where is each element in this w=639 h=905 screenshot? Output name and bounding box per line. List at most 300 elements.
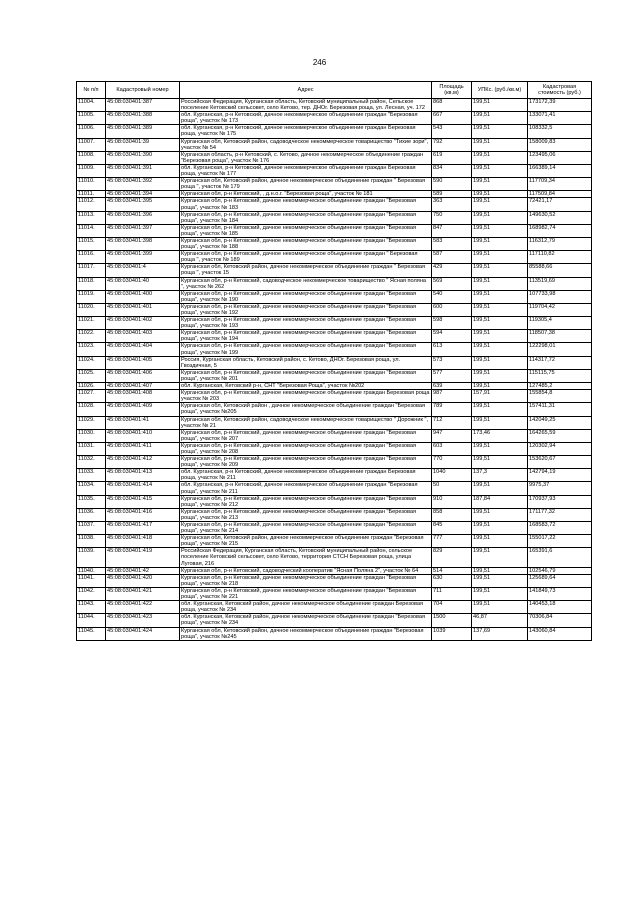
table-row	[77, 601, 592, 614]
cadastral-number: 45:08:030401:417	[106, 522, 180, 535]
upks: 199,51	[472, 369, 528, 382]
cadastral-cost: 119704,42	[528, 303, 592, 316]
address: Курганская обл, Кетовский район, дачное некоммерческое объединение граждан "Березовая роща", участок №245	[180, 627, 432, 640]
area: 712	[432, 416, 472, 429]
address: обл. Курганская, р-н Кетовский, дачное некоммерческое объединение граждан Березовая роща, участок № 177	[180, 164, 432, 177]
address: обл. Курганская, р-н Кетовский, дачное некоммерческое объединение граждан "Березовая роща", участок № 211	[180, 482, 432, 495]
cadastral-number: 45:08:030401:394	[106, 191, 180, 198]
address: Курганская обл, р-н Кетовский, дачное некоммерческое объединение граждан "Березовая роща", участок № 199	[180, 343, 432, 356]
cadastral-cost: 173172,39	[528, 99, 592, 112]
address: Курганская обл, Кетовский район, дачное некоммерческое объединение граждан " Березовая роща ", участок № 179	[180, 178, 432, 191]
row-number: 11023.	[77, 343, 106, 356]
upks: 199,51	[472, 211, 528, 224]
row-number: 11038.	[77, 535, 106, 548]
table-row	[77, 343, 592, 356]
address: Курганская обл, Кетовский район, дачное некоммерческое объединение граждан " Березовая роща ", участок 15	[180, 264, 432, 277]
row-number: 11012.	[77, 198, 106, 211]
cadastral-number: 45:08:030401:396	[106, 211, 180, 224]
area: 590	[432, 178, 472, 191]
cadastral-number: 45:08:030401:391	[106, 164, 180, 177]
upks: 199,51	[472, 290, 528, 303]
row-number: 11032.	[77, 456, 106, 469]
area: 50	[432, 482, 472, 495]
row-number: 11026.	[77, 383, 106, 390]
row-number: 11005.	[77, 112, 106, 125]
address: Российская Федерация, Курганская область, Кетовский муниципальный район, Сельское поселение Кетовский сельсовет, село Кетово, тер. ДНОг. Березовая роща, ул. Лесная, уч. 172	[180, 99, 432, 112]
cadastral-number: 45:08:030401:415	[106, 495, 180, 508]
area: 619	[432, 151, 472, 164]
address: обл. Курганская, Кетовский район, дачное некоммерческое объединение граждан "Березовая роща", участок № 234	[180, 614, 432, 627]
cadastral-number: 45:08:030401:388	[106, 112, 180, 125]
upks: 199,51	[472, 574, 528, 587]
address: Курганская обл, р-н Кетовский, дачное некоммерческое объединение граждан "Березовая роща", участок № 221	[180, 587, 432, 600]
address: Курганская обл, р-н Кетовский, дачное некоммерческое объединение граждан "Березовая роща", участок № 185	[180, 224, 432, 237]
row-number: 11010.	[77, 178, 106, 191]
upks: 187,84	[472, 495, 528, 508]
upks: 137,69	[472, 627, 528, 640]
table-row	[77, 164, 592, 177]
area: 569	[432, 277, 472, 290]
cadastral-number: 45:08:030401:420	[106, 574, 180, 587]
upks: 199,51	[472, 191, 528, 198]
cadastral-cost: 108332,5	[528, 125, 592, 138]
table-row	[77, 151, 592, 164]
cadastral-cost: 142794,19	[528, 469, 592, 482]
row-number: 11004.	[77, 99, 106, 112]
address: обл. Курганская, Кетовский р-н, СНТ "Березовая Роща", участок №202	[180, 383, 432, 390]
upks: 199,51	[472, 383, 528, 390]
cadastral-cost: 122298,01	[528, 343, 592, 356]
table-row	[77, 330, 592, 343]
row-number: 11018.	[77, 277, 106, 290]
area: 1039	[432, 627, 472, 640]
area: 589	[432, 191, 472, 198]
area: 429	[432, 264, 472, 277]
area: 573	[432, 356, 472, 369]
table-row	[77, 178, 592, 191]
cadastral-cost: 133071,41	[528, 112, 592, 125]
table-header-row	[77, 82, 592, 99]
area: 750	[432, 211, 472, 224]
cadastral-number: 45:08:030401:419	[106, 548, 180, 567]
row-number: 11035.	[77, 495, 106, 508]
row-number: 11042.	[77, 587, 106, 600]
row-number: 11016.	[77, 251, 106, 264]
cadastral-number: 45:08:030401:404	[106, 343, 180, 356]
upks: 199,51	[472, 317, 528, 330]
cadastral-cost: 153620,67	[528, 456, 592, 469]
cadastral-cost: 117709,34	[528, 178, 592, 191]
table-row	[77, 290, 592, 303]
cadastral-number: 45:08:030401:4	[106, 264, 180, 277]
upks: 199,51	[472, 601, 528, 614]
address: Курганская обл, р-н Кетовский, дачное некоммерческое объединение граждан "Березовая роща", участок № 207	[180, 429, 432, 442]
upks: 199,51	[472, 416, 528, 429]
table-row	[77, 442, 592, 455]
cadastral-cost: 118507,38	[528, 330, 592, 343]
cadastral-cost: 85588,66	[528, 264, 592, 277]
area: 514	[432, 567, 472, 574]
row-number: 11022.	[77, 330, 106, 343]
table-row	[77, 191, 592, 198]
header-address: Адрес	[180, 82, 432, 99]
cadastral-number: 45:08:030401:401	[106, 303, 180, 316]
cadastral-number: 45:08:030401:399	[106, 251, 180, 264]
area: 770	[432, 456, 472, 469]
row-number: 11019.	[77, 290, 106, 303]
area: 987	[432, 390, 472, 403]
area: 847	[432, 224, 472, 237]
address: Курганская обл, р-н Кетовский, дачное некоммерческое объединение граждан "Березовая роща", участок № 194	[180, 330, 432, 343]
upks: 157,91	[472, 390, 528, 403]
upks: 199,51	[472, 224, 528, 237]
row-number: 11020.	[77, 303, 106, 316]
header-area: Площадь (кв.м)	[432, 82, 472, 99]
area: 613	[432, 343, 472, 356]
cadastral-number: 45:08:030401:390	[106, 151, 180, 164]
table-row	[77, 356, 592, 369]
row-number: 11039.	[77, 548, 106, 567]
area: 792	[432, 138, 472, 151]
address: Курганская обл, р-н Кетовский, дачное некоммерческое объединение граждан "Березовая роща", участок № 184	[180, 211, 432, 224]
address: Курганская обл, р-н Кетовский, дачное некоммерческое объединение граждан "Березовая роща", участок № 212	[180, 495, 432, 508]
table-row	[77, 429, 592, 442]
header-cadastral-cost: Кадастровая стоимость (руб.)	[528, 82, 592, 99]
upks: 199,51	[472, 482, 528, 495]
row-number: 11011.	[77, 191, 106, 198]
cadastral-number: 45:08:030401:412	[106, 456, 180, 469]
area: 1040	[432, 469, 472, 482]
table-row	[77, 627, 592, 640]
address: Курганская обл, р-н Кетовский, дачное некоммерческое объединение граждан "Березовая роща", участок № 190	[180, 290, 432, 303]
cadastral-number: 45:08:030401:40	[106, 277, 180, 290]
table-row	[77, 508, 592, 521]
cadastral-cost: 120302,94	[528, 442, 592, 455]
upks: 199,51	[472, 548, 528, 567]
table-row	[77, 495, 592, 508]
row-number: 11021.	[77, 317, 106, 330]
table-row	[77, 264, 592, 277]
cadastral-cost: 155017,22	[528, 535, 592, 548]
address: Курганская обл, р-н Кетовский, дачное некоммерческое объединение граждан "Березовая роща", участок № 208	[180, 442, 432, 455]
cadastral-number: 45:08:030401:403	[106, 330, 180, 343]
table-row	[77, 251, 592, 264]
table-row	[77, 277, 592, 290]
upks: 199,51	[472, 151, 528, 164]
upks: 199,51	[472, 178, 528, 191]
table-row	[77, 456, 592, 469]
table-row	[77, 303, 592, 316]
row-number: 11033.	[77, 469, 106, 482]
cadastral-cost: 170937,93	[528, 495, 592, 508]
row-number: 11007.	[77, 138, 106, 151]
table-row	[77, 522, 592, 535]
address: Курганская обл, р-н Кетовский, дачное некоммерческое объединение граждан " Березовая роща ", участок № 189	[180, 251, 432, 264]
row-number: 11043.	[77, 601, 106, 614]
cadastral-number: 45:08:030401:414	[106, 482, 180, 495]
table-row	[77, 138, 592, 151]
area: 868	[432, 99, 472, 112]
row-number: 11008.	[77, 151, 106, 164]
area: 711	[432, 587, 472, 600]
area: 639	[432, 383, 472, 390]
address: Курганская обл, Кетовский район, садоводческое некоммерческое товарищество " Дорожник ", участок № 21	[180, 416, 432, 429]
header-num: № п/п	[77, 82, 106, 99]
address: Курганская обл, Кетовский район, садоводческое некоммерческое товарищество "Тихие зори", участок № 54	[180, 138, 432, 151]
cadastral-number: 45:08:030401:400	[106, 290, 180, 303]
row-number: 11014.	[77, 224, 106, 237]
upks: 199,51	[472, 303, 528, 316]
cadastral-number: 45:08:030401:418	[106, 535, 180, 548]
address: Курганская обл, р-н Кетовский, дачное некоммерческое объединение граждан "Березовая роща", участок № 183	[180, 198, 432, 211]
row-number: 11036.	[77, 508, 106, 521]
area: 363	[432, 198, 472, 211]
cadastral-number: 45:08:030401:41	[106, 416, 180, 429]
area: 630	[432, 574, 472, 587]
area: 587	[432, 251, 472, 264]
cadastral-number: 45:08:030401:39	[106, 138, 180, 151]
address: Курганская обл, р-н Кетовский, дачное некоммерческое объединение граждан "Березовая роща", участок № 213	[180, 508, 432, 521]
upks: 199,51	[472, 138, 528, 151]
table-row	[77, 198, 592, 211]
table-row	[77, 403, 592, 416]
cadastral-number: 45:08:030401:408	[106, 390, 180, 403]
area: 594	[432, 330, 472, 343]
cadastral-cost: 164265,59	[528, 429, 592, 442]
upks: 199,51	[472, 567, 528, 574]
cadastral-number: 45:08:030401:395	[106, 198, 180, 211]
cadastral-cost: 117509,84	[528, 191, 592, 198]
upks: 137,3	[472, 469, 528, 482]
address: Курганская обл, р-н Кетовский, садоводческое некоммерческое товарищество " Ясная поляна ", участок № 262	[180, 277, 432, 290]
table-row	[77, 535, 592, 548]
cadastral-number: 45:08:030401:416	[106, 508, 180, 521]
upks: 199,51	[472, 508, 528, 521]
row-number: 11029.	[77, 416, 106, 429]
table-row	[77, 482, 592, 495]
cadastral-cost: 168982,74	[528, 224, 592, 237]
page-number: 246	[312, 58, 327, 67]
area: 543	[432, 125, 472, 138]
cadastral-number: 45:08:030401:422	[106, 601, 180, 614]
table-row	[77, 211, 592, 224]
area: 704	[432, 601, 472, 614]
area: 603	[432, 442, 472, 455]
cadastral-number: 45:08:030401:405	[106, 356, 180, 369]
cadastral-number: 45:08:030401:397	[106, 224, 180, 237]
cadastral-number: 45:08:030401:413	[106, 469, 180, 482]
table-row	[77, 469, 592, 482]
cadastral-cost: 158009,83	[528, 138, 592, 151]
cadastral-cost: 113519,69	[528, 277, 592, 290]
cadastral-number: 45:08:030401:411	[106, 442, 180, 455]
row-number: 11041.	[77, 574, 106, 587]
address: Российская Федерация, Курганская область, Кетовский муниципальный район, сельское поселение Кетовский сельсовет, село Кетово, территория СТСН Березовая роща, улица Луговая, 216	[180, 548, 432, 567]
cadastral-number: 45:08:030401:409	[106, 403, 180, 416]
area: 598	[432, 317, 472, 330]
table-row	[77, 390, 592, 403]
cadastral-cost: 117110,82	[528, 251, 592, 264]
row-number: 11031.	[77, 442, 106, 455]
cadastral-cost: 127485,2	[528, 383, 592, 390]
table-row	[77, 587, 592, 600]
address: обл. Курганская, р-н Кетовский, дачное некоммерческое объединение граждан Березовая роща, участок № 175	[180, 125, 432, 138]
upks: 199,51	[472, 164, 528, 177]
area: 789	[432, 403, 472, 416]
area: 577	[432, 369, 472, 382]
cadastral-cost: 123495,06	[528, 151, 592, 164]
row-number: 11037.	[77, 522, 106, 535]
cadastral-number: 45:08:030401:387	[106, 99, 180, 112]
row-number: 11015.	[77, 237, 106, 250]
table-row	[77, 112, 592, 125]
address: обл. Курганская, Кетовский район, дачное некоммерческое объединение граждан Березовая роща, участок № 234	[180, 601, 432, 614]
area: 829	[432, 548, 472, 567]
address: Курганская обл, р-н Кетовский, дачное некоммерческое объединение граждан "Березовая роща", участок № 214	[180, 522, 432, 535]
address: Курганская обл, р-н Кетовский, дачное некоммерческое объединение граждан "Березовая роща", участок № 201	[180, 369, 432, 382]
cadastral-cost: 125689,64	[528, 574, 592, 587]
area: 1500	[432, 614, 472, 627]
upks: 199,51	[472, 198, 528, 211]
table-row	[77, 416, 592, 429]
cadastral-number: 45:08:030401:398	[106, 237, 180, 250]
area: 845	[432, 522, 472, 535]
cadastral-cost: 168583,72	[528, 522, 592, 535]
upks: 199,51	[472, 99, 528, 112]
cadastral-cost: 166389,14	[528, 164, 592, 177]
table-row	[77, 369, 592, 382]
address: Курганская обл, р-н Кетовский, дачное некоммерческое объединение граждан Березовая роща участок № 203	[181, 390, 430, 403]
address: Курганская обл, р-н Кетовский, садоводческий кооператив "Ясная Поляна 2", участок № 64	[180, 567, 432, 574]
row-number: 11034.	[77, 482, 106, 495]
area: 540	[432, 290, 472, 303]
table-row	[77, 383, 592, 390]
upks: 199,51	[472, 403, 528, 416]
cadastral-number: 45:08:030401:410	[106, 429, 180, 442]
upks: 199,51	[472, 264, 528, 277]
address: Курганская область, р-н Кетовский, с. Кетово, дачное некоммерческое объединение граждан "Березовая роща", участок № 176	[180, 151, 432, 164]
cadastral-cost: 70306,84	[528, 614, 592, 627]
cadastral-number: 45:08:030401:421	[106, 587, 180, 600]
cadastral-cost: 115115,75	[528, 369, 592, 382]
upks: 199,51	[472, 587, 528, 600]
cadastral-value-table	[76, 81, 592, 641]
cadastral-cost: 143060,84	[528, 627, 592, 640]
cadastral-cost: 114317,72	[528, 356, 592, 369]
area: 583	[432, 237, 472, 250]
address: Курганская обл, р-н Кетовский, дачное некоммерческое объединение граждан "Березовая роща", участок № 192	[180, 303, 432, 316]
row-number: 11045.	[77, 627, 106, 640]
cadastral-number: 45:08:030401:424	[106, 627, 180, 640]
upks: 46,87	[472, 614, 528, 627]
cadastral-number: 45:08:030401:42	[106, 567, 180, 574]
area: 947	[432, 429, 472, 442]
address: Курганская обл, р-н Кетовский, дачное некоммерческое объединение граждан "Березовая роща", участок № 193	[180, 317, 432, 330]
upks: 199,51	[472, 535, 528, 548]
cadastral-number: 45:08:030401:389	[106, 125, 180, 138]
address: Курганская обл, р-н Кетовский, дачное некоммерческое объединение граждан "Березовая роща", участок № 209	[180, 456, 432, 469]
row-number: 11025.	[77, 369, 106, 382]
address: Курганская обл, Кетовский район, дачное некоммерческое объединение граждан "Березовая роща", участок № 215	[180, 535, 432, 548]
table-row	[77, 317, 592, 330]
address: Россия, Курганская область, Кетовский район, с. Кетово, ДНОг. Березовая роща, ул. Гвоздичная, 5	[180, 356, 432, 369]
upks: 173,46	[472, 429, 528, 442]
cadastral-cost: 116312,79	[528, 237, 592, 250]
row-number: 11017.	[77, 264, 106, 277]
cadastral-number: 45:08:030401:402	[106, 317, 180, 330]
row-number: 11030.	[77, 429, 106, 442]
table-row	[77, 567, 592, 574]
table-row	[77, 125, 592, 138]
upks: 199,51	[472, 356, 528, 369]
address: обл. Курганская, р-н Кетовский, дачное некоммерческое объединение граждан "Березовая роща", участок № 173	[180, 112, 432, 125]
upks: 199,51	[472, 237, 528, 250]
cadastral-cost: 102546,79	[528, 567, 592, 574]
area: 600	[432, 303, 472, 316]
upks: 199,51	[472, 442, 528, 455]
address: Курганская обл, Кетовский район , дачное некоммерческое объединение граждан "Березовая роща", участок №205	[180, 403, 432, 416]
area: 777	[432, 535, 472, 548]
upks: 199,51	[472, 522, 528, 535]
cadastral-cost: 149630,52	[528, 211, 592, 224]
cadastral-cost: 141849,73	[528, 587, 592, 600]
table-row	[77, 237, 592, 250]
area: 858	[432, 508, 472, 521]
upks: 199,51	[472, 112, 528, 125]
address: Курганская обл, р-н Кетовский, дачное некоммерческое объединение граждан "Березовая роща", участок № 188	[180, 237, 432, 250]
cadastral-cost: 140453,18	[528, 601, 592, 614]
cadastral-cost: 107733,98	[528, 290, 592, 303]
cadastral-number: 45:08:030401:407	[106, 383, 180, 390]
address: обл. Курганская, р-н Кетовский, дачное некоммерческое объединение граждан Березовая роща, участок № 211	[180, 469, 432, 482]
address: Курганская обл, р-н Кетовский, дачное некоммерческое объединение граждан "Березовая роща", участок № 218	[180, 574, 432, 587]
upks: 199,51	[472, 125, 528, 138]
table-row	[77, 548, 592, 567]
cadastral-cost: 9975,37	[528, 482, 592, 495]
cadastral-cost: 157411,31	[528, 403, 592, 416]
row-number: 11044.	[77, 614, 106, 627]
cadastral-number: 45:08:030401:392	[106, 178, 180, 191]
upks: 199,51	[472, 343, 528, 356]
upks: 199,51	[472, 456, 528, 469]
cadastral-number: 45:08:030401:406	[106, 369, 180, 382]
row-number: 11009.	[77, 164, 106, 177]
header-cadastral-number: Кадастровый номер	[106, 82, 180, 99]
cadastral-cost: 142049,25	[528, 416, 592, 429]
area: 910	[432, 495, 472, 508]
address: Курганская обл, р-н Кетовский, , д.н.о.г. "Березовая роща", участок № 181	[180, 191, 432, 198]
upks: 199,51	[472, 277, 528, 290]
cadastral-number: 45:08:030401:423	[106, 614, 180, 627]
table-body	[77, 99, 592, 641]
header-upks: УПКс. (руб./кв.м)	[472, 82, 528, 99]
row-number: 11040.	[77, 567, 106, 574]
area: 667	[432, 112, 472, 125]
cadastral-cost: 165391,6	[528, 548, 592, 567]
row-number: 11013.	[77, 211, 106, 224]
row-number: 11006.	[77, 125, 106, 138]
table-row	[77, 574, 592, 587]
row-number: 11028.	[77, 403, 106, 416]
cadastral-cost: 155854,8	[528, 390, 592, 403]
table-row	[77, 224, 592, 237]
cadastral-cost: 72421,17	[528, 198, 592, 211]
upks: 199,51	[472, 330, 528, 343]
row-number: 11027.	[77, 390, 106, 403]
row-number: 11024.	[77, 356, 106, 369]
cadastral-cost: 171177,32	[528, 508, 592, 521]
table-row	[77, 614, 592, 627]
